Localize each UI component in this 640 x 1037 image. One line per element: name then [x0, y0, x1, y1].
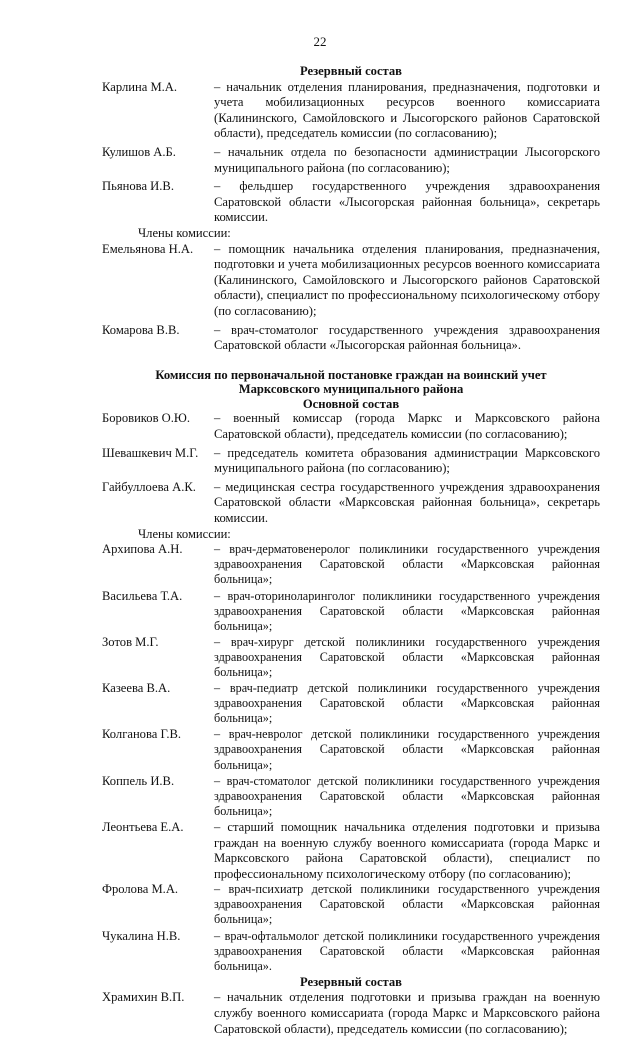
person-name: Казеева В.А. [102, 681, 171, 696]
person-role: – военный комиссар (города Маркс и Марксовского района Саратовской области), председатель комиссии (по согласованию); [214, 411, 600, 442]
person-row [102, 990, 600, 1037]
person-name: Гайбуллоева А.К. [102, 479, 196, 494]
person-role: – врач-невролог детской поликлиники государственного учреждения здравоохранения Саратовской области «Марксовская районная больница»; [214, 727, 600, 772]
person-row [102, 411, 600, 442]
person-role: – врач-стоматолог детской поликлиники государственного учреждения здравоохранения Саратовской области «Марксовская районная больница»; [214, 773, 600, 818]
person-role: – врач-психиатр детской поликлиники государственного учреждения здравоохранения Саратовской области «Марксовская районная больница»; [214, 882, 600, 927]
section1-members-heading: Члены комиссии: [138, 225, 231, 240]
person-row [102, 727, 600, 772]
section2-reserve-heading: Резервный состав [300, 974, 402, 989]
person-row [102, 145, 600, 176]
person-role: – врач-оториноларинголог поликлиники государственного учреждения здравоохранения Саратовской области «Марксовская районная больница»; [214, 588, 600, 633]
person-name: Чукалина Н.В. [102, 928, 181, 943]
person-role: – председатель комитета образования администрации Марксовского муниципального района (по согласованию); [214, 445, 600, 476]
person-name: Коппель И.В. [102, 773, 175, 788]
person-name: Кулишов А.Б. [102, 144, 176, 159]
person-row [102, 446, 600, 477]
person-role: – начальник отдела по безопасности администрации Лысогорского муниципального района (по согласованию); [214, 144, 600, 175]
person-name: Боровиков О.Ю. [102, 411, 191, 426]
commission-title-line2: Марксовского муниципального района [238, 382, 464, 397]
person-row [102, 589, 600, 634]
person-role: – фельдшер государственного учреждения здравоохранения Саратовской области «Лысогорская районная больница», секретарь комиссии. [214, 179, 600, 225]
person-row [102, 242, 600, 320]
person-name: Емельянова Н.А. [102, 241, 194, 256]
person-row [102, 480, 600, 527]
person-name: Фролова М.А. [102, 882, 179, 897]
person-row [102, 179, 600, 226]
section2-members-heading: Члены комиссии: [138, 526, 231, 541]
person-role: – врач-педиатр детской поликлиники государственного учреждения здравоохранения Саратовской области «Марксовская районная больница»; [214, 681, 600, 726]
person-row [102, 80, 600, 142]
person-name: Васильева Т.А. [102, 588, 183, 603]
person-role: – старший помощник начальника отделения подготовки и призыва граждан на военную службу военного комиссариата (города Маркс и Марксовского района Саратовской области), специалист по профессиональному психологическому отбору (по согласованию); [214, 819, 600, 881]
person-role: – врач-стоматолог государственного учреждения здравоохранения Саратовской области «Лысогорская районная больница». [214, 322, 600, 353]
person-name: Шевашкевич М.Г. [102, 445, 199, 460]
person-name: Пьянова И.В. [102, 179, 174, 194]
person-role: – медицинская сестра государственного учреждения здравоохранения Саратовской области «Марксовская районная больница», секретарь комиссии. [214, 479, 600, 526]
commission-title: Комиссия по первоначальной постановке граждан на воинский учет [155, 367, 547, 382]
person-row [102, 929, 600, 974]
person-row [102, 820, 600, 882]
person-role: – начальник отделения подготовки и призыва граждан на военную службу военного комиссариата (города Маркс и Марксовского района Саратовской области), председатель комиссии (по согласованию); [214, 990, 600, 1036]
person-row [102, 681, 600, 726]
person-role: – врач-офтальмолог детской поликлиники государственного учреждения здравоохранения Саратовской области «Марксовская районная больница». [214, 928, 600, 973]
person-role: – врач-дерматовенеролог поликлиники государственного учреждения здравоохранения Саратовской области «Марксовская районная больница»; [214, 542, 600, 587]
person-name: Зотов М.Г. [102, 634, 159, 649]
document-body [102, 64, 600, 1037]
person-name: Леонтьева Е.А. [102, 819, 184, 834]
section2-main-heading: Основной состав [302, 396, 400, 411]
person-name: Колганова Г.В. [102, 727, 182, 742]
person-row [102, 542, 600, 587]
person-name: Карлина М.А. [102, 79, 178, 94]
person-row [102, 774, 600, 819]
person-name: Архипова А.Н. [102, 542, 183, 557]
page-number: 22 [313, 34, 327, 49]
person-role: – начальник отделения планирования, предназначения, подготовки и учета мобилизационных ресурсов военного комиссариата (Калининского, Самойловского и Лысогорского районов Саратовской области), председатель комиссии (по согласованию); [214, 79, 600, 141]
person-name: Храмихин В.П. [102, 990, 185, 1005]
person-row [102, 323, 600, 354]
person-role: – помощник начальника отделения планирования, предназначения, подготовки и учета мобилизационных ресурсов военного комиссариата (Калининского, Самойловского и Лысогорского районов Саратовской области), специалист по профессиональному психологическому отбору (по согласованию); [214, 241, 600, 318]
person-role: – врач-хирург детской поликлиники государственного учреждения здравоохранения Саратовской области «Марксовская районная больница»; [214, 634, 600, 679]
person-row [102, 635, 600, 680]
section1-reserve-heading: Резервный состав [300, 64, 402, 78]
person-name: Комарова В.В. [102, 322, 180, 337]
